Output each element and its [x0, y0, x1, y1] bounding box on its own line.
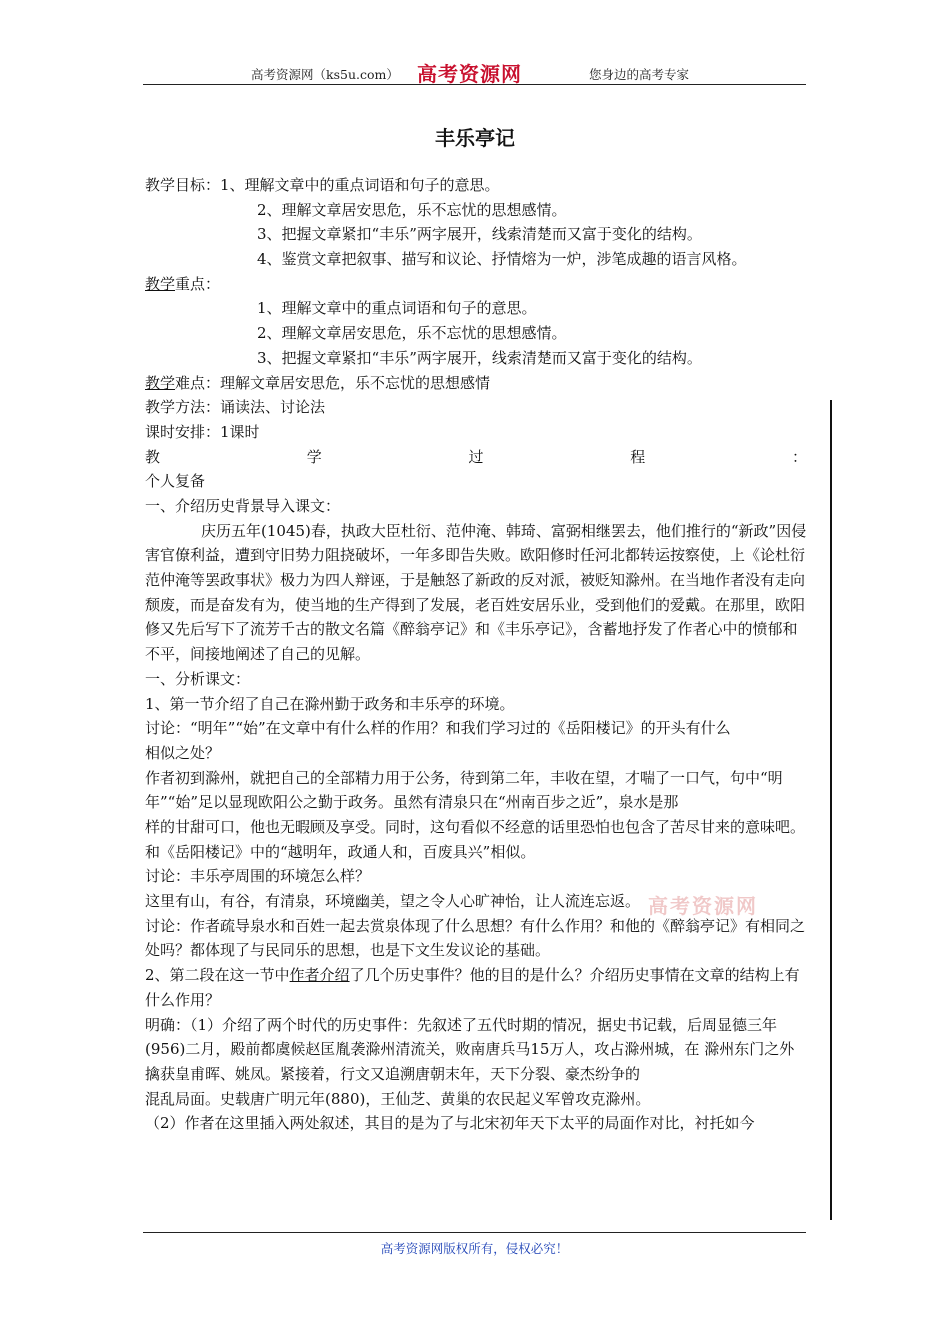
difficulty-text: 难点：理解文章居安思危，乐不忘忧的思想感情 [175, 373, 491, 392]
process-char: ： [791, 447, 807, 466]
document-body [145, 173, 807, 1136]
margin-rule [830, 400, 832, 1220]
header-site-name: 高考资源网（ks5u.com） [251, 67, 399, 82]
discussion-answer: 作者初到滁州，就把自己的全部精力用于公务，待到第二年，丰收在望，才喘了一口气，句中“明年”“始”足以显现欧阳公之勤于政务。虽然有清泉只在“州南百步之近”，泉水是那 [145, 768, 783, 812]
document-title: 丰乐亭记 [435, 126, 515, 150]
method-line: 教学方法：诵读法、讨论法 [145, 398, 326, 417]
key-point-item: 2、理解文章居安思危，乐不忘忧的思想感情。 [257, 324, 567, 343]
page-header [143, 58, 806, 85]
objective-item: 2、理解文章居安思危，乐不忘忧的思想感情。 [257, 200, 567, 219]
analysis-point [145, 963, 807, 1012]
discussion-question: 讨论：“明年”“始”在文章中有什么样的作用？和我们学习过的《岳阳楼记》的开头有什么 [145, 719, 731, 738]
analysis-point-text: 了几个历史事件？他的目的是什么？介绍历史事情在文章的结构上有什么作用？ [145, 966, 800, 1009]
difficulty-label-underlined: 教学 [145, 373, 176, 392]
objective-item: 1、理解文章中的重点词语和句子的意思。 [220, 176, 500, 194]
objectives-label: 教学目标： [145, 176, 221, 194]
analysis-point-text: 2、第二段在这一节中 [145, 966, 290, 985]
process-char: 教 [145, 447, 161, 466]
objectives-line-1 [145, 173, 807, 198]
process-char: 过 [468, 447, 484, 466]
key-points-label [145, 272, 807, 297]
page-footer: 高考资源网版权所有，侵权必究！ [143, 1232, 806, 1257]
section-heading: 一、介绍历史背景导入课文： [145, 496, 341, 515]
personal-notes-label: 个人复备 [145, 472, 206, 491]
header-slogan: 您身边的高考专家 [589, 67, 690, 82]
discussion-question: 讨论：作者疏导泉水和百姓一起去赏泉体现了什么思想？有什么作用？和他的《醉翁亭记》有相同之处吗？都体现了与民同乐的思想，也是下文生发议论的基础。 [145, 916, 806, 960]
process-char: 程 [630, 447, 646, 466]
watermark: 高考资源网 [648, 894, 758, 918]
clarification: 明确：（1）介绍了两个时代的历史事件：先叙述了五代时期的情况，据史书记载，后周显德三年(956)二月，殿前都虞候赵匡胤袭滁州清流关，败南唐兵马15万人，攻占滁州城，在 滁州东门之外擒获皇甫晖、姚凤。紧接着，行文又追溯唐朝末年，天下分裂、豪杰纷争的 [145, 1015, 795, 1083]
schedule-line: 课时安排：1课时 [145, 422, 260, 441]
key-point-item: 1、理解文章中的重点词语和句子的意思。 [257, 299, 537, 318]
objective-item: 3、把握文章紧扣“丰乐”两字展开，线索清楚而又富于变化的结构。 [257, 225, 702, 244]
discussion-question: 讨论：丰乐亭周围的环境怎么样？ [145, 867, 371, 886]
background-paragraph: 庆历五年(1045)春，执政大臣杜衍、范仲淹、韩琦、富弼相继罢去，他们推行的“新政”因侵害官僚利益，遭到守旧势力阻挠破坏，一年多即告失败。欧阳修时任河北都转运按察使，上《论杜衍范仲淹等罢政事状》极力为四人辩诬，于是触怒了新政的反对派，被贬知滁州。在当地作者没有走向颓废，而是奋发有为，使当地的生产得到了发展，老百姓安居乐业，受到他们的爱戴。在那里，欧阳修又先后写下了流芳千古的散文名篇《醉翁亭记》和《丰乐亭记》，含蓄地抒发了作者心中的愤郁和不平，间接地阐述了自己的见解。 [145, 521, 807, 664]
key-point-item: 3、把握文章紧扣“丰乐”两字展开，线索清楚而又富于变化的结构。 [257, 348, 702, 367]
discussion-answer: 这里有山，有谷，有清泉，环境幽美，望之令人心旷神怡，让人流连忘返。 [145, 892, 641, 911]
site-logo: 高考资源网 [417, 62, 522, 86]
process-heading [145, 445, 807, 470]
objective-item: 4、鉴赏文章把叙事、描写和议论、抒情熔为一炉，涉笔成趣的语言风格。 [257, 250, 747, 269]
difficulty-line [145, 371, 807, 396]
discussion-answer-cont: 样的甘甜可口，他也无暇顾及享受。同时，这句看似不经意的话里恐怕也包含了苦尽甘来的意味吧。和《岳阳楼记》中的“越明年，政通人和，百废具兴”相似。 [145, 818, 806, 861]
discussion-question-cont: 相似之处？ [145, 743, 221, 762]
key-points-label-underlined: 教学 [145, 274, 176, 293]
key-points-label-rest: 重点： [175, 274, 221, 293]
analysis-point-underlined: 作者介绍 [289, 966, 350, 985]
analysis-point: 1、第一节介绍了自己在滁州勤于政务和丰乐亭的环境。 [145, 694, 515, 713]
section-heading: 一、分析课文： [145, 669, 251, 688]
process-char: 学 [306, 447, 322, 466]
clarification-item: （2）作者在这里插入两处叙述，其目的是为了与北宋初年天下太平的局面作对比，衬托如今 [145, 1114, 755, 1133]
clarification-cont: 混乱局面。史载唐广明元年(880)，王仙芝、黄巢的农民起义军曾攻克滁州。 [145, 1089, 651, 1108]
